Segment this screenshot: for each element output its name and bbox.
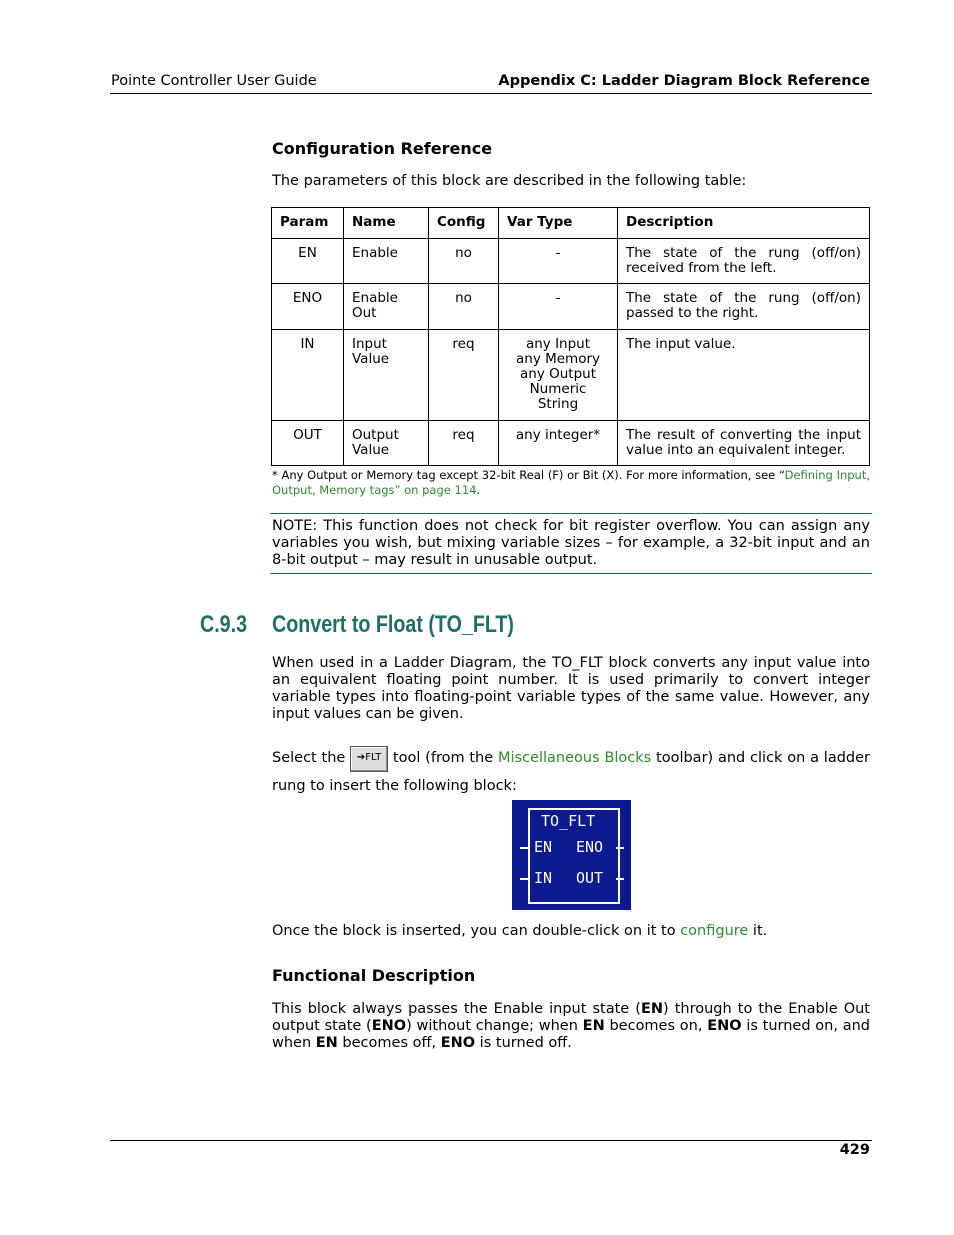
functional-description-heading: Functional Description xyxy=(272,966,476,985)
config-intro: The parameters of this block are described in the following table: xyxy=(272,173,747,189)
func-bold-eno: ENO xyxy=(707,1018,742,1034)
page-number: 429 xyxy=(839,1142,870,1158)
block-title: TO_FLT xyxy=(541,812,596,830)
running-header-title: Pointe Controller User Guide xyxy=(111,73,317,89)
cell-param: ENO xyxy=(272,284,344,330)
cell-description: The input value. xyxy=(618,330,870,421)
note-top-rule xyxy=(270,513,872,514)
col-name: Name xyxy=(344,208,429,239)
cell-config: no xyxy=(429,239,499,284)
func-text: is turned on, and when xyxy=(272,1018,870,1051)
running-header-section: Appendix C: Ladder Diagram Block Reference xyxy=(498,73,870,89)
cell-name: Enable Out xyxy=(344,284,429,330)
col-description: Description xyxy=(618,208,870,239)
cell-description: The result of converting the input value into an equivalent integer. xyxy=(618,421,870,466)
cell-config: req xyxy=(429,330,499,421)
select-text-3: toolbar) and click on a ladder rung to insert the following block: xyxy=(272,750,870,794)
misc-blocks-link[interactable]: Miscellaneous Blocks xyxy=(497,750,652,766)
once-text-2: it. xyxy=(748,923,768,939)
cell-vartype: - xyxy=(499,239,618,284)
once-inserted-paragraph xyxy=(272,923,767,940)
func-bold-eno: ENO xyxy=(371,1018,407,1034)
block-pin-in: IN xyxy=(534,869,553,887)
footnote-end: . xyxy=(476,482,481,497)
cell-name: Output Value xyxy=(344,421,429,466)
configure-link[interactable]: configure xyxy=(680,923,749,939)
func-bold-eno: ENO xyxy=(440,1035,476,1051)
header-rule xyxy=(110,93,872,94)
select-tool-paragraph xyxy=(272,750,870,795)
once-text-1: Once the block is inserted, you can double-click on it to xyxy=(272,923,681,939)
cell-config: req xyxy=(429,421,499,466)
pin-line-in xyxy=(520,878,528,880)
table-row xyxy=(272,284,870,330)
section-number: C.9.3 xyxy=(200,611,248,638)
table-row xyxy=(272,421,870,466)
flt-tool-icon[interactable]: ➔FLT xyxy=(350,746,388,772)
block-pin-en: EN xyxy=(534,838,553,856)
flt-tool-label: FLT xyxy=(365,752,382,763)
config-reference-heading: Configuration Reference xyxy=(272,139,493,158)
col-param: Param xyxy=(272,208,344,239)
select-text-2: tool (from the xyxy=(388,750,498,766)
pin-line-en xyxy=(520,847,528,849)
block-pin-out: OUT xyxy=(576,869,604,887)
func-text: ) through to the Enable Out output state ( xyxy=(272,1001,870,1034)
func-text: This block always passes the Enable input state ( xyxy=(272,1001,641,1017)
select-text-1: Select the xyxy=(272,750,351,766)
block-pin-eno: ENO xyxy=(576,838,604,856)
footnote-link[interactable]: Defining Input, Output, Memory tags” on page 114 xyxy=(272,468,870,497)
table-row xyxy=(272,330,870,421)
note-text: NOTE: This function does not check for bit register overflow. You can assign any variables you wish, but mixing variable sizes – for example, a 32-bit input and an 8-bit output – may result in unusable output. xyxy=(272,518,870,568)
cell-vartype: any integer* xyxy=(499,421,618,466)
col-config: Config xyxy=(429,208,499,239)
cell-vartype: - xyxy=(499,284,618,330)
table-row xyxy=(272,239,870,284)
cell-name: Enable xyxy=(344,239,429,284)
pin-line-eno xyxy=(616,847,624,849)
cell-vartype: any Input any Memory any Output Numeric String xyxy=(499,330,618,421)
cell-description: The state of the rung (off/on) passed to the right. xyxy=(618,284,870,330)
col-vartype: Var Type xyxy=(499,208,618,239)
cell-name: Input Value xyxy=(344,330,429,421)
parameter-table xyxy=(271,207,870,466)
func-text: is turned off. xyxy=(475,1035,572,1051)
cell-param: OUT xyxy=(272,421,344,466)
cell-description: The state of the rung (off/on) received from the left. xyxy=(618,239,870,284)
pin-line-out xyxy=(616,878,624,880)
intro-paragraph: When used in a Ladder Diagram, the TO_FLT block converts any input value into an equivalent floating point number. It is used primarily to convert integer variable types into floating-point variable types of the same value. However, any input values can be given. xyxy=(272,655,870,722)
func-text: becomes off, xyxy=(337,1035,441,1051)
cell-config: no xyxy=(429,284,499,330)
func-bold-en: EN xyxy=(315,1035,338,1051)
footnote-text: * Any Output or Memory tag except 32-bit Real (F) or Bit (X). For more information, see “ xyxy=(272,468,785,482)
table-footnote xyxy=(272,468,870,497)
functional-description-paragraph xyxy=(272,1001,870,1052)
cell-param: IN xyxy=(272,330,344,421)
func-text: becomes on, xyxy=(604,1018,708,1034)
func-bold-en: EN xyxy=(582,1018,605,1034)
footer-rule xyxy=(110,1140,872,1141)
section-title: Convert to Float (TO_FLT) xyxy=(272,611,514,638)
to-flt-block-diagram xyxy=(512,800,631,910)
table-header-row xyxy=(272,208,870,239)
cell-param: EN xyxy=(272,239,344,284)
func-text: ) without change; when xyxy=(406,1018,583,1034)
func-bold-en: EN xyxy=(640,1001,663,1017)
note-bottom-rule xyxy=(270,573,872,574)
